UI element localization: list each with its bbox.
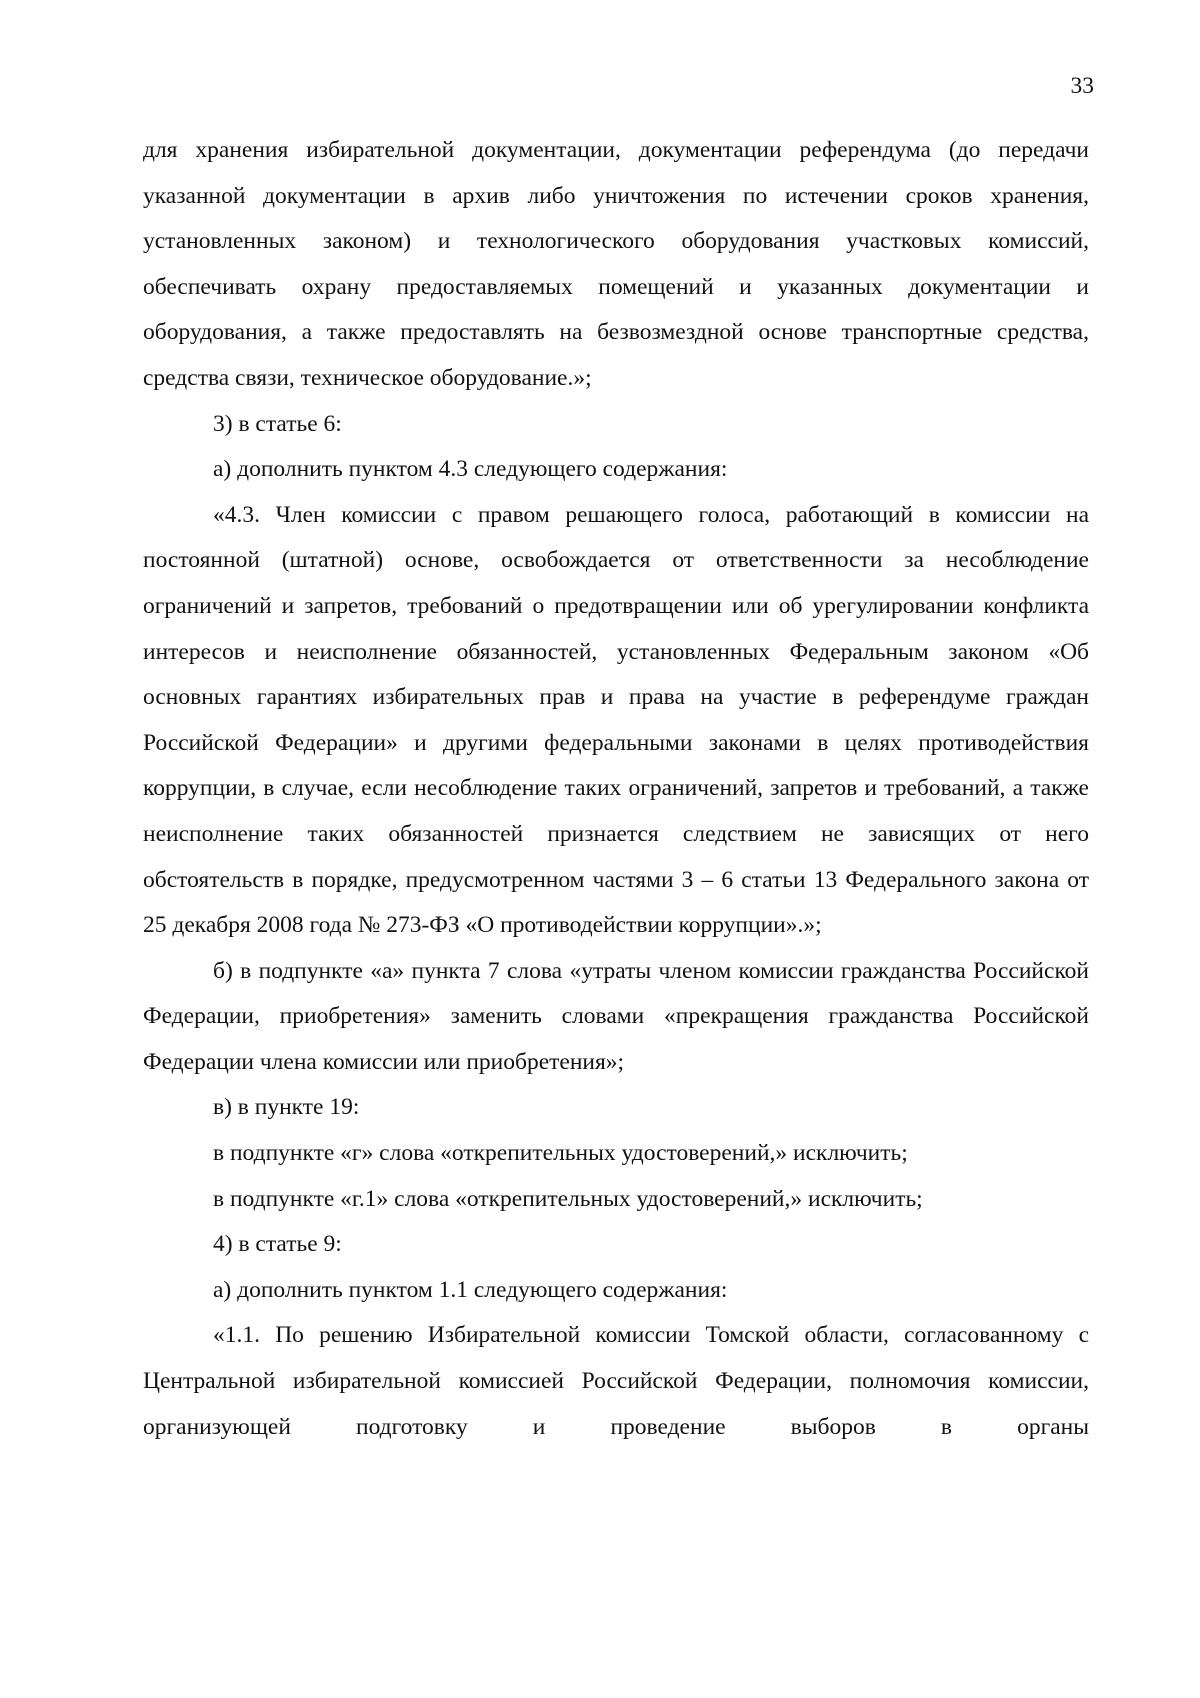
paragraph-8: в подпункте «г.1» слова «открепительных удостоверений,» исключить; <box>213 1185 923 1212</box>
paragraph-5: б) в подпункте «а» пункта 7 слова «утраты членом комиссии гражданства Российской Федерации, приобретения» заменить словами «прекращения гражданства Российской Федерации члена комиссии или приобретения»; <box>143 957 1089 1075</box>
paragraph-6: в) в пункте 19: <box>213 1094 360 1121</box>
paragraph-4: «4.3. Член комиссии с правом решающего голоса, работающий в комиссии на постоянной (штатной) основе, освобождается от ответственности за несоблюдение ограничений и запретов, требований о предотвращении или об урегулировании конфликта интересов и неисполнение обязанностей, установленных Федеральным законом «Об основных гарантиях избирательных прав и права на участие в референдуме граждан Российской Федерации» и другими федеральными законами в целях противодействия коррупции, в случае, если несоблюдение таких ограничений, запретов и требований, а также неисполнение таких обязанностей признается следствием не зависящих от него обстоятельств в порядке, предусмотренном частями 3 – 6 статьи 13 Федерального закона от 25 декабря 2008 года № 273-ФЗ «О противодействии коррупции».»; <box>143 501 1089 939</box>
paragraph-3: а) дополнить пунктом 4.3 следующего содержания: <box>213 456 728 483</box>
paragraph-2: 3) в статье 6: <box>213 410 342 437</box>
page-number: 33 <box>1070 73 1094 99</box>
paragraph-1: для хранения избирательной документации, документации референдума (до передачи указанной документации в архив либо уничтожения по истечении сроков хранения, установленных законом) и технологического оборудования участковых комиссий, обеспечивать охрану предоставляемых помещений и указанных документации и оборудования, а также предоставлять на безвозмездной основе транспортные средства, средства связи, техническое оборудование.»; <box>143 137 1089 391</box>
paragraph-9: 4) в статье 9: <box>213 1231 342 1258</box>
paragraph-11: «1.1. По решению Избирательной комиссии Томской области, согласованному с Центральной избирательной комиссией Российской Федерации, полномочия комиссии, организующей подготовку и проведение выборов в органы <box>143 1322 1089 1440</box>
paragraph-7: в подпункте «г» слова «открепительных удостоверений,» исключить; <box>213 1140 908 1167</box>
paragraph-10: а) дополнить пунктом 1.1 следующего содержания: <box>213 1276 728 1303</box>
document-body <box>143 128 1089 1450</box>
